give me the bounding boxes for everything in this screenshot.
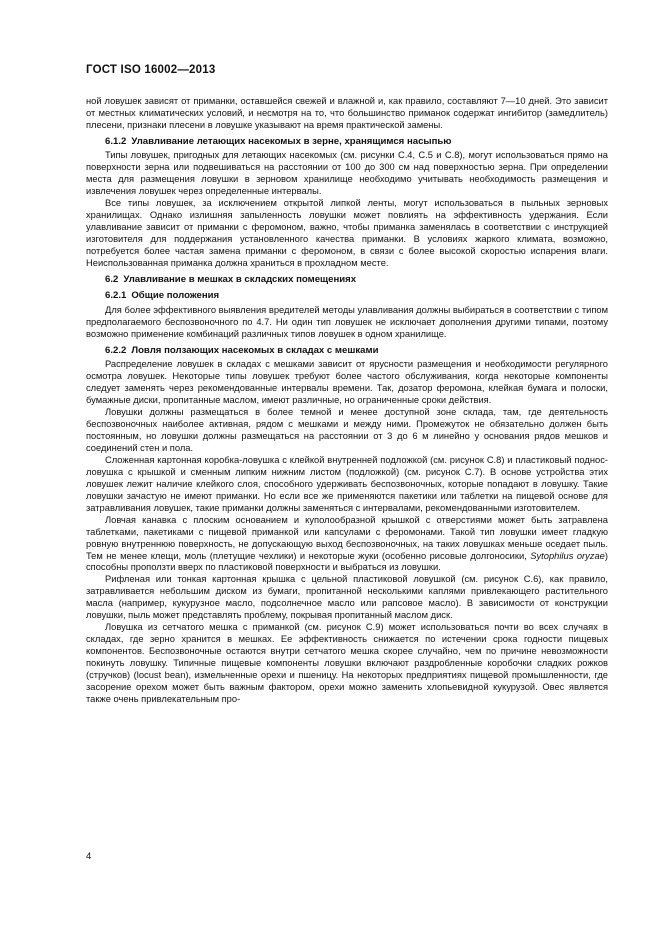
paragraph: Ловушки должны размещаться в более темной и менее доступной зоне склада, там, где деятельность беспозвоночных наиболее активная, рядом с мешками и между ними. Промежуток не обязательно должен быть постоянным, но ловушки должны размещаться на расстоянии от 3 до 6 м линейно у основания рядов мешков и соединений стен и пола.: [86, 407, 608, 453]
paragraph: Для более эффективного выявления вредителей методы улавливания должны выбираться в соответствии с типом предполагаемого беспозвоночного по 4.7. Ни один тип ловушек не исключает дополнения другими типами, поэтому возможно применение комбинаций различных типов ловушек в одном хранилище.: [86, 304, 608, 339]
paragraph-continued: ной ловушек зависят от приманки, оставшейся свежей и влажной и, как правило, составляют 7—10 дней. Это зависит от местных климатических условий, и несмотря на то, что большинство приманок содержат ингибитор (замедлитель) плесени, признаки плесени в ловушке указывают на время практической замены.: [86, 96, 608, 130]
paragraph: Типы ловушек, пригодных для летающих насекомых (см. рисунки С.4, С.5 и С.8), могут использоваться прямо на поверхности зерна или подвешиваться на расстоянии от 100 до 300 см над поверхностью зерна. При определении места для размещения ловушки в зерновом хранилище необходимо учитывать необходимость размещения и извлечения ловушек через определенные интервалы.: [86, 150, 608, 197]
page-number: 4: [86, 851, 92, 862]
page-header: ГОСТ ISO 16002—2013: [86, 64, 216, 76]
section-number: 6.1.2: [105, 135, 127, 147]
paragraph: Рифленая или тонкая картонная крышка с цельной пластиковой ловушкой (см. рисунок С.6), как правило, затравливается небольшим диском из бумаги, пропитанной несколькими каплями привлекающего растительного масла (например, кукурузное масло, подсолнечное масло или рапсовое масло). В зависимости от конструкции ловушки, пыль может представлять проблему, покрывая пропитанный маслом диск.: [86, 574, 608, 621]
paragraph: [86, 515, 608, 575]
section-title: Общие положения: [131, 290, 220, 302]
paragraph-text: ) способны проползти вверх по пластиковой поверхности и выбраться из ловушки.: [86, 550, 608, 573]
section-title: Улавливание в мешках в складских помещениях: [123, 273, 357, 285]
document-body: [86, 96, 608, 706]
section-heading-6-1-2: [86, 136, 608, 149]
section-heading-6-2-1: [86, 290, 608, 303]
section-number: 6.2.2: [105, 344, 127, 356]
paragraph: Сложенная картонная коробка-ловушка с клейкой внутренней подложкой (см. рисунок С.8) и пластиковый поднос-ловушка с крышкой и сменным липким нижним листом (подложкой) (см. рисунок С.7). В основе устройства этих ловушек лежит наличие клейкого слоя, способного удерживать беспозвоночных, которые попадают в ловушку. Такие ловушки зачастую не имеют приманки. Но если все же применяются пакетики или таблетки на пищевой основе для затравливания ловушек, такие приманки должны заменяться с интервалами, рекомендованными изготовителем.: [86, 454, 608, 513]
section-number: 6.2: [105, 273, 119, 285]
section-number: 6.2.1: [105, 290, 127, 302]
section-heading-6-2: [86, 274, 608, 287]
paragraph-text: Ловчая канавка с плоским основанием и куполообразной крышкой с отверстиями может быть затравлена таблетками, пакетиками с пищевой приманкой или капсулами с феромонами. Такой тип ловушки имеет гладкую ровную внутреннюю поверхность, не допускающую выход беспозвоночных, на таких ловушках меньше оседает пыль. Тем не менее клещи, моль (плетущие чехлики) и некоторые жуки (особенно рисовые долгоносики,: [86, 514, 608, 561]
paragraph: Все типы ловушек, за исключением открытой липкой ленты, могут использоваться в пыльных зерновых хранилищах. Однако излишняя запыленность ловушки может повлиять на эффективность удержания. Если улавливание зависит от приманки с феромоном, важно, чтобы приманка заменялась в соответствии с инструкцией изготовителя для поддержания установленного качества приманки. В условиях жаркого климата, возможно, потребуется более частая замена приманки с феромоном, в связи с более высокой скоростью испарения влаги. Неиспользованная приманка должна храниться в прохладном месте.: [86, 198, 608, 268]
section-title: Улавливание летающих насекомых в зерне, хранящимся насыпью: [131, 135, 452, 147]
section-title: Ловля ползающих насекомых в складах с мешками: [131, 344, 379, 356]
species-name: Sytophilus oryzae: [530, 550, 605, 561]
paragraph: Распределение ловушек в складах с мешками зависит от ярусности размещения и необходимости регулярного осмотра ловушек. Некоторые типы ловушек требуют более частого обслуживания, когда некоторые компоненты следует заменять через рекомендованные интервалы времени. Так, дозатор феромона, клейкая бумага и полоски, бумажные диски, пропитанные маслом, имеют различные, но ограниченные сроки действия.: [86, 359, 608, 406]
section-heading-6-2-2: [86, 345, 608, 358]
paragraph: Ловушка из сетчатого мешка с приманкой (см. рисунок С.9) может использоваться почти во всех случаях в складах, где зерно хранится в мешках. Ее эффективность снижается по истечении срока годности пищевых компонентов. Беспозвоночные остаются внутри сетчатого мешка скорее случайно, чем по причине невозможности покинуть ловушку. Типичные пищевые компоненты ловушки включают раздробленные коробочки сладких рожков (стручков) (locust bean), измельченные орехи и пшеницу. На некоторых предприятиях пищевой промышленности, где засорение орехом может быть важным фактором, орехи можно заменить хлопьевидной кукурузой. Овес является также очень привлекательным про-: [86, 622, 608, 704]
